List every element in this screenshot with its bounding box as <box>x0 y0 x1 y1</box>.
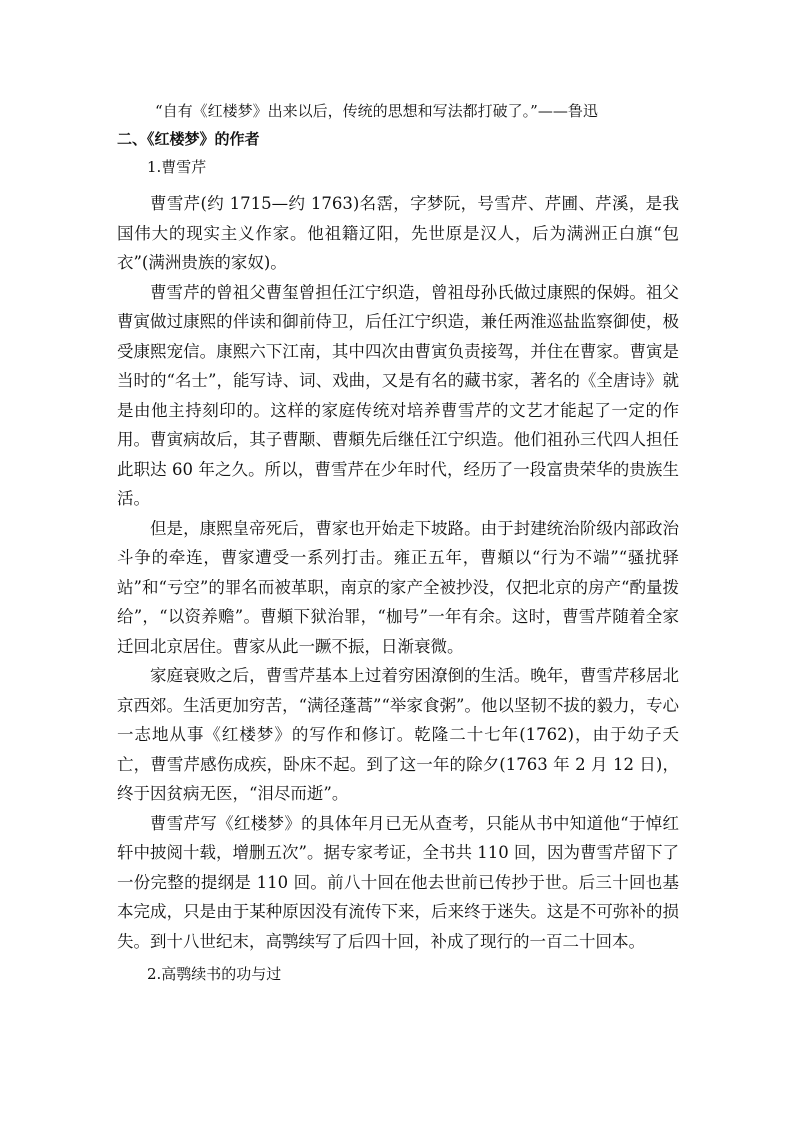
paragraph-family-decline: 但是，康熙皇帝死后，曹家也开始走下坡路。由于封建统治阶级内部政治斗争的牵连，曹家遭受一系列打击。雍正五年，曹頫以“行为不端”“骚扰驿站”和“亏空”的罪名而被革职，南京的家产全被抄没，仅把北京的房产“酌量拨给”，“以资养赡”。曹頫下狱治罪，“枷号”一年有余。这时，曹雪芹随着全家迁回北京居住。曹家从此一蹶不振，日渐衰微。 <box>117 518 679 656</box>
paragraph-writing-of-novel: 曹雪芹写《红楼梦》的具体年月已无从查考，只能从书中知道他“于悼红轩中披阅十载，增删五次”。据专家考证，全书共 110 回，因为曹雪芹留下了一份完整的提纲是 110 回。前八十回在他去世前已传抄于世。后三十回也基本完成，只是由于某种原因没有流传下来，后来终于迷失。这是不可弥补的损失。到十八世纪末，高鹗续写了后四十回，补成了现行的一百二十回本。 <box>117 813 679 951</box>
subheading-cao-xueqin: 1.曹雪芹 <box>147 158 207 176</box>
epigraph-quote: “自有《红楼梦》出来以后，传统的思想和写法都打破了。”——鲁迅 <box>155 102 598 120</box>
paragraph-family-background: 曹雪芹的曾祖父曹玺曾担任江宁织造，曾祖母孙氏做过康熙的保姆。祖父曹寅做过康熙的伴读和御前侍卫，后任江宁织造，兼任两淮巡盐监察御使，极受康熙宠信。康熙六下江南，其中四次由曹寅负责接驾，并住在曹家。曹寅是当时的“名士”，能写诗、词、戏曲，又是有名的藏书家，著名的《全唐诗》就是由他主持刻印的。这样的家庭传统对培养曹雪芹的文艺才能起了一定的作用。曹寅病故后，其子曹颙、曹頫先后继任江宁织造。他们祖孙三代四人担任此职达 60 年之久。所以，曹雪芹在少年时代，经历了一段富贵荣华的贵族生活。 <box>117 282 679 508</box>
section-heading: 二、《红楼梦》的作者 <box>117 130 260 148</box>
paragraph-later-life: 家庭衰败之后，曹雪芹基本上过着穷困潦倒的生活。晚年，曹雪芹移居北京西郊。生活更加穷苦，“满径蓬蒿”“举家食粥”。他以坚韧不拔的毅力，专心一志地从事《红楼梦》的写作和修订。乾隆二十七年(1762)，由于幼子夭亡，曹雪芹感伤成疾，卧床不起。到了这一年的除夕(1763 年 2 月 12 日)，终于因贫病无医，“泪尽而逝”。 <box>117 666 679 803</box>
document-page <box>117 97 679 988</box>
subheading-gao-e: 2.高鹗续书的功与过 <box>147 965 282 983</box>
paragraph-biography: 曹雪芹(约 1715—约 1763)名霑，字梦阮，号雪芹、芹圃、芹溪，是我国伟大的现实主义作家。他祖籍辽阳，先世原是汉人，后为满洲正白旗“包衣”(满洲贵族的家奴)。 <box>117 194 679 272</box>
